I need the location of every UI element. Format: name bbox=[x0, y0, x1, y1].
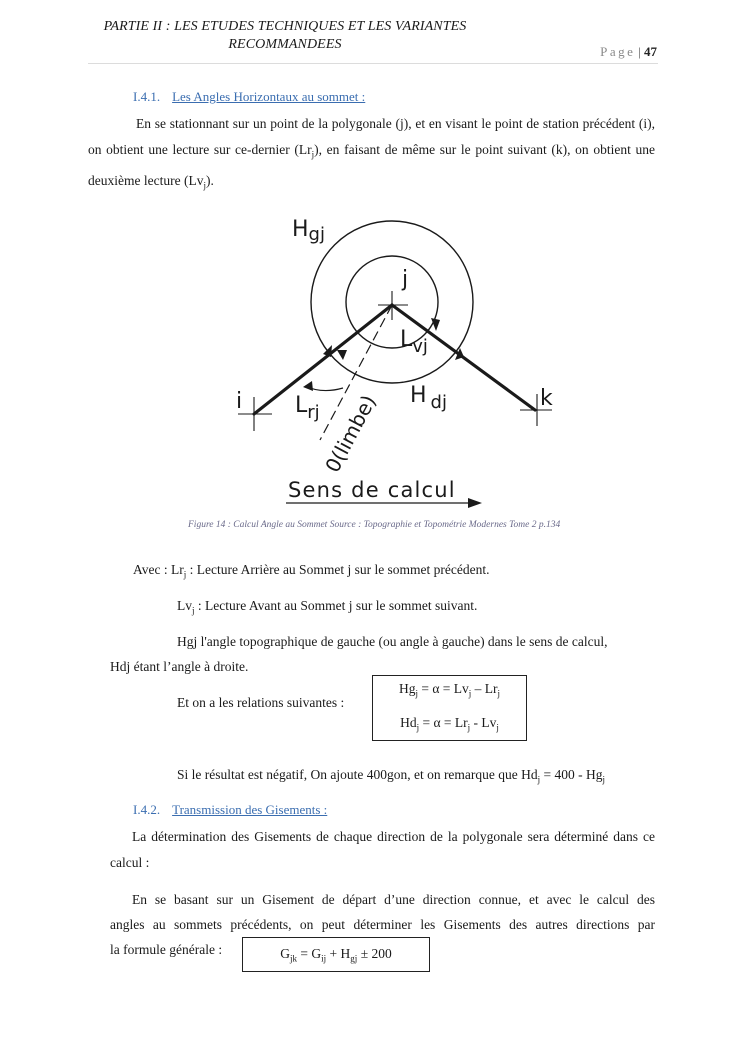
header-title-line2: RECOMMANDEES bbox=[228, 37, 342, 52]
arrow-lrj bbox=[303, 381, 313, 391]
label-hdj: H $_{dj}$ bbox=[410, 383, 447, 413]
relations-intro: Et on a les relations suivantes : bbox=[177, 695, 345, 710]
gisement-formula: $G_{jk} = G_{ij} + H_{gj} \pm 200$ bbox=[280, 946, 392, 964]
negative-note: Si le résultat est négatif, On ajoute 400gon, et on remarque que $Hd_j = 400 - Hg_j$ bbox=[177, 767, 606, 785]
definition-hgj-line1: Hgj l'angle topographique de gauche (ou angle à gauche) dans le sens de calcul, bbox=[177, 634, 608, 649]
page-word: Page bbox=[600, 44, 636, 59]
section-number: I.4.1. bbox=[133, 89, 161, 104]
label-lrj: $L_{rj}$ bbox=[295, 393, 320, 423]
figure-caption: Figure 14 : Calcul Angle au Sommet Source : Topographie et Topométrie Modernes Tome 2 p.134 bbox=[188, 520, 561, 530]
section-heading-gisements bbox=[133, 802, 327, 818]
definition-lrj: Avec : $Lr_j$ : Lecture Arrière au Sommet j sur le sommet précédent. bbox=[133, 562, 490, 580]
label-zero-limbe: 0(limbe) bbox=[320, 390, 381, 477]
formula-box bbox=[242, 937, 430, 972]
angle-figure bbox=[0, 0, 745, 520]
label-sens-de-calcul: Sens de calcul bbox=[288, 478, 456, 502]
label-hgj: Hgj bbox=[292, 217, 325, 245]
page-number: 47 bbox=[644, 44, 657, 59]
definition-lvj: $Lv_j$ : Lecture Avant au Sommet j sur le sommet suivant. bbox=[177, 598, 478, 616]
section-title: Transmission des Gisements : bbox=[172, 802, 328, 817]
relation-hgj: $Hg_j = \alpha = Lv_j - Lr_j$ bbox=[398, 681, 501, 699]
page-separator: | bbox=[638, 44, 641, 59]
intro-paragraph: En se stationnant sur un point de la polygonale (j), et en visant le point de station précédent (i), on obtient une lecture sur ce-dernier $(Lr_j)$, en faisant de même sur le point suivant (k), on obtient une deuxième lecture $(Lv_j)$. bbox=[88, 116, 655, 191]
gisements-paragraph-2-line3: la formule générale : bbox=[110, 942, 223, 957]
sens-de-calcul-arrowhead bbox=[468, 498, 482, 508]
label-j: j bbox=[402, 267, 409, 292]
section-title: Les Angles Horizontaux au sommet : bbox=[172, 89, 366, 104]
arrow-hgj-inner bbox=[337, 350, 347, 360]
gisements-paragraph-2-line2: angles au sommets précédents, on peut déterminer les Gisements des autres directions par bbox=[110, 917, 655, 932]
gisements-paragraph-1: La détermination des Gisements de chaque direction de la polygonale sera déterminé dans ce calcul : bbox=[110, 829, 655, 870]
label-i: i bbox=[236, 389, 243, 414]
label-k: k bbox=[540, 386, 553, 411]
relation-hdj: $Hd_j = \alpha = Lr_j - Lv_j$ bbox=[400, 715, 499, 733]
relations-box bbox=[372, 675, 527, 741]
header-title-line1: PARTIE II : LES ETUDES TECHNIQUES ET LES VARIANTES bbox=[103, 19, 467, 34]
section-number: I.4.2. bbox=[133, 802, 161, 817]
definition-hgj-line2: Hdj étant l’angle à droite. bbox=[110, 659, 249, 674]
label-lvj: $L_{vj}$ bbox=[400, 327, 428, 357]
gisements-paragraph-2-line1: En se basant sur un Gisement de départ d’une direction connue, et avec le calcul des bbox=[132, 892, 655, 907]
